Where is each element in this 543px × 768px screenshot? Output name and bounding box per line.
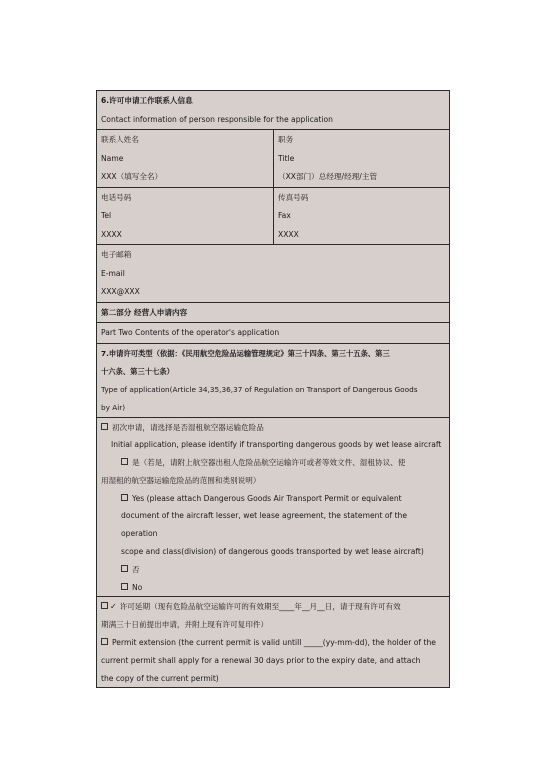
section7-title-cn-line1: 7.申请许可类型（依据：《民用航空危险品运输管理规定》第三十四条、第三十五条、第三 <box>101 348 390 358</box>
section7-header <box>97 343 449 417</box>
wet-lease-no-checkbox[interactable] <box>121 565 128 572</box>
contact-title-label-cn: 职务 <box>278 135 294 144</box>
part2-header <box>97 302 449 323</box>
application-form <box>96 90 450 688</box>
wet-lease-yes-cn-line1: 是（若是，请附上航空器出租人危险品航空运输许可或者等效文件、湿租协议、使 <box>132 458 406 468</box>
contact-name-label-en: Name <box>101 153 124 163</box>
wet-lease-no-en-checkbox[interactable] <box>121 583 128 590</box>
contact-name-value[interactable]: XXX（填写全名） <box>101 172 163 181</box>
contact-email-label-en: E-mail <box>101 268 125 278</box>
wet-lease-no-en-text: No <box>132 582 143 592</box>
contact-name-cell <box>97 130 273 187</box>
wet-lease-no-en <box>101 579 445 597</box>
contact-fax-label-en: Fax <box>278 211 291 220</box>
contact-tel-fax-row <box>97 187 449 245</box>
contact-email-row <box>97 244 449 302</box>
initial-application-cn-text: 初次申请，请选择是否湿租航空器运输危险品 <box>112 422 264 432</box>
part2-title-cn: 第二部分 经营人申请内容 <box>101 307 188 317</box>
wet-lease-yes-cn <box>101 454 445 472</box>
contact-name-title-row <box>97 129 449 187</box>
initial-application-checkbox[interactable] <box>101 423 108 430</box>
permit-extension-cn-line2: 期满三十日前提出申请，并附上现有许可复印件） <box>101 620 269 630</box>
section6-header <box>97 91 449 129</box>
contact-title-cell <box>273 130 449 187</box>
wet-lease-yes-en-line3: scope and class(division) of dangerous goods transported by wet lease aircraft) <box>121 547 424 557</box>
wet-lease-yes-en-line2: document of the aircraft lesser, wet lease agreement, the statement of the operation <box>121 511 408 539</box>
section6-title-cn: 6.许可申请工作联系人信息 <box>101 96 193 105</box>
check-mark-icon: ✓ <box>110 602 117 612</box>
permit-extension-cn <box>101 598 445 616</box>
wet-lease-yes-en-line1: Yes (please attach Dangerous Goods Air Transport Permit or equivalent <box>132 493 402 503</box>
initial-application-block <box>97 417 449 597</box>
wet-lease-no-cn-text: 否 <box>132 564 140 574</box>
contact-title-value[interactable]: （XX部门）总经理/经理/主管 <box>278 172 378 181</box>
contact-name-label-cn: 联系人姓名 <box>101 135 139 144</box>
permit-extension-en-checkbox[interactable] <box>101 638 108 645</box>
wet-lease-no-cn <box>101 561 445 579</box>
part2-header-en <box>97 322 449 343</box>
contact-title-label-en: Title <box>278 153 295 163</box>
permit-extension-en-line2: current permit shall apply for a renewal 30 days prior to the expiry date, and attach <box>101 655 421 665</box>
wet-lease-yes-checkbox[interactable] <box>121 458 128 465</box>
contact-tel-cell <box>97 188 273 245</box>
contact-email-value[interactable]: XXX@XXX <box>101 287 140 296</box>
section7-title-cn-line2: 十六条、第三十七条） <box>101 366 174 376</box>
part2-title-en: Part Two Contents of the operator's application <box>101 328 280 337</box>
wet-lease-yes-en <box>101 490 445 508</box>
permit-extension-block <box>97 596 449 687</box>
section7-title-en-line1: Type of application(Article 34,35,36,37 of Regulation on Transport of Dangerous Goods <box>101 384 418 394</box>
wet-lease-yes-cn-line2: 用湿租的航空器运输危险品的范围和类别说明） <box>101 475 261 485</box>
permit-extension-en-line3: the copy of the current permit) <box>101 673 219 683</box>
contact-fax-cell <box>273 188 449 245</box>
contact-email-label-cn: 电子邮箱 <box>101 250 132 259</box>
contact-tel-value[interactable]: XXXX <box>101 229 122 239</box>
contact-tel-label-cn: 电话号码 <box>101 192 132 202</box>
permit-extension-cn-line1: 许可延期（现有危险品航空运输许可的有效期至____年__月__日，请于现有许可有效 <box>119 602 401 612</box>
contact-fax-label-cn: 传真号码 <box>278 192 309 202</box>
permit-extension-checkbox[interactable] <box>101 602 108 609</box>
contact-tel-label-en: Tel <box>101 211 112 220</box>
permit-extension-en <box>101 634 445 652</box>
section7-title-en-line2: by Air) <box>101 402 126 412</box>
initial-application-en: Initial application, please identify if transporting dangerous goods by wet lease aircraft <box>111 440 442 450</box>
initial-application-cn <box>101 419 445 437</box>
wet-lease-yes-en-checkbox[interactable] <box>121 494 128 501</box>
section6-title-en: Contact information of person responsible for the application <box>101 114 333 124</box>
permit-extension-en-line1: Permit extension (the current permit is valid untill _____(yy-mm-dd), the holder of the <box>112 638 436 648</box>
contact-fax-value[interactable]: XXXX <box>278 229 299 239</box>
